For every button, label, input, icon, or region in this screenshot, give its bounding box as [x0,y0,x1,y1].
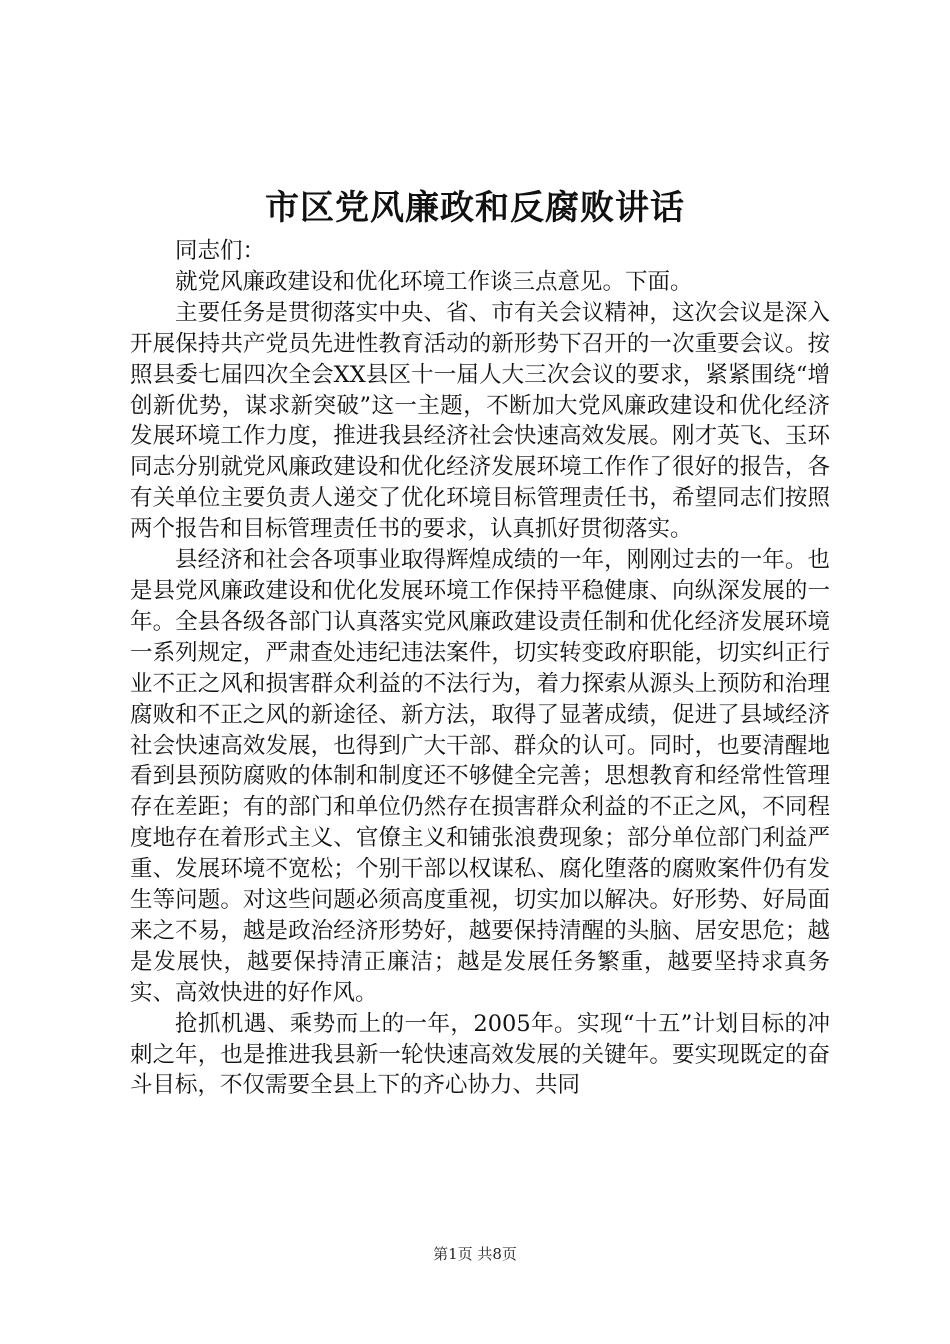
paragraph-past-year: 县经济和社会各项事业取得辉煌成绩的一年，刚刚过去的一年。也是县党风廉政建设和优化发展环境工作保持平稳健康、向纵深发展的一年。全县各级各部门认真落实党风廉政建设责任制和优化经济发展环境一系列规定，严肃查处违纪违法案件，切实转变政府职能，切实纠正行业不正之风和损害群众利益的不法行为，着力探索从源头上预防和治理腐败和不正之风的新途径、新方法，取得了显著成绩，促进了县域经济社会快速高效发展，也得到广大干部、群众的认可。同时，也要清醒地看到县预防腐败的体制和制度还不够健全完善；思想教育和经常性管理存在差距；有的部门和单位仍然存在损害群众利益的不正之风，不同程度地存在着形式主义、官僚主义和铺张浪费现象；部分单位部门利益严重、发展环境不宽松；个别干部以权谋私、腐化堕落的腐败案件仍有发生等问题。对这些问题必须高度重视，切实加以解决。好形势、好局面来之不易，越是政治经济形势好，越要保持清醒的头脑、居安思危；越是发展快，越要保持清正廉洁；越是发展任务繁重，越要坚持求真务实、高效快进的好作风。 [130,547,830,1006]
salutation: 同志们： [175,238,266,264]
paragraph-intro: 就党风廉政建设和优化环境工作谈三点意见。下面。 [175,268,693,295]
document-title: 市区党风廉政和反腐败讲话 [265,188,685,228]
page-number-footer: 第1页 共8页 [433,1245,517,1263]
document-body [130,236,830,1101]
paragraph-2005: 抢抓机遇、乘势而上的一年，2005年。实现“十五”计划目标的冲刺之年，也是推进我县新一轮快速高效发展的关键年。要实现既定的奋斗目标，不仅需要全县上下的齐心协力、共同 [130,1010,830,1099]
paragraph-main-task: 主要任务是贯彻落实中央、省、市有关会议精神，这次会议是深入开展保持共产党员先进性教育活动的新形势下召开的一次重要会议。按照县委七届四次全会XX县区十一届人大三次会议的要求，紧紧围绕“增创新优势，谋求新突破”这一主题，不断加大党风廉政建设和优化经济发展环境工作力度，推进我县经济社会快速高效发展。刚才英飞、玉环同志分别就党风廉政建设和优化经济发展环境工作作了很好的报告，各有关单位主要负责人递交了优化环境目标管理责任书，希望同志们按照两个报告和目标管理责任书的要求，认真抓好贯彻落实。 [130,299,830,543]
